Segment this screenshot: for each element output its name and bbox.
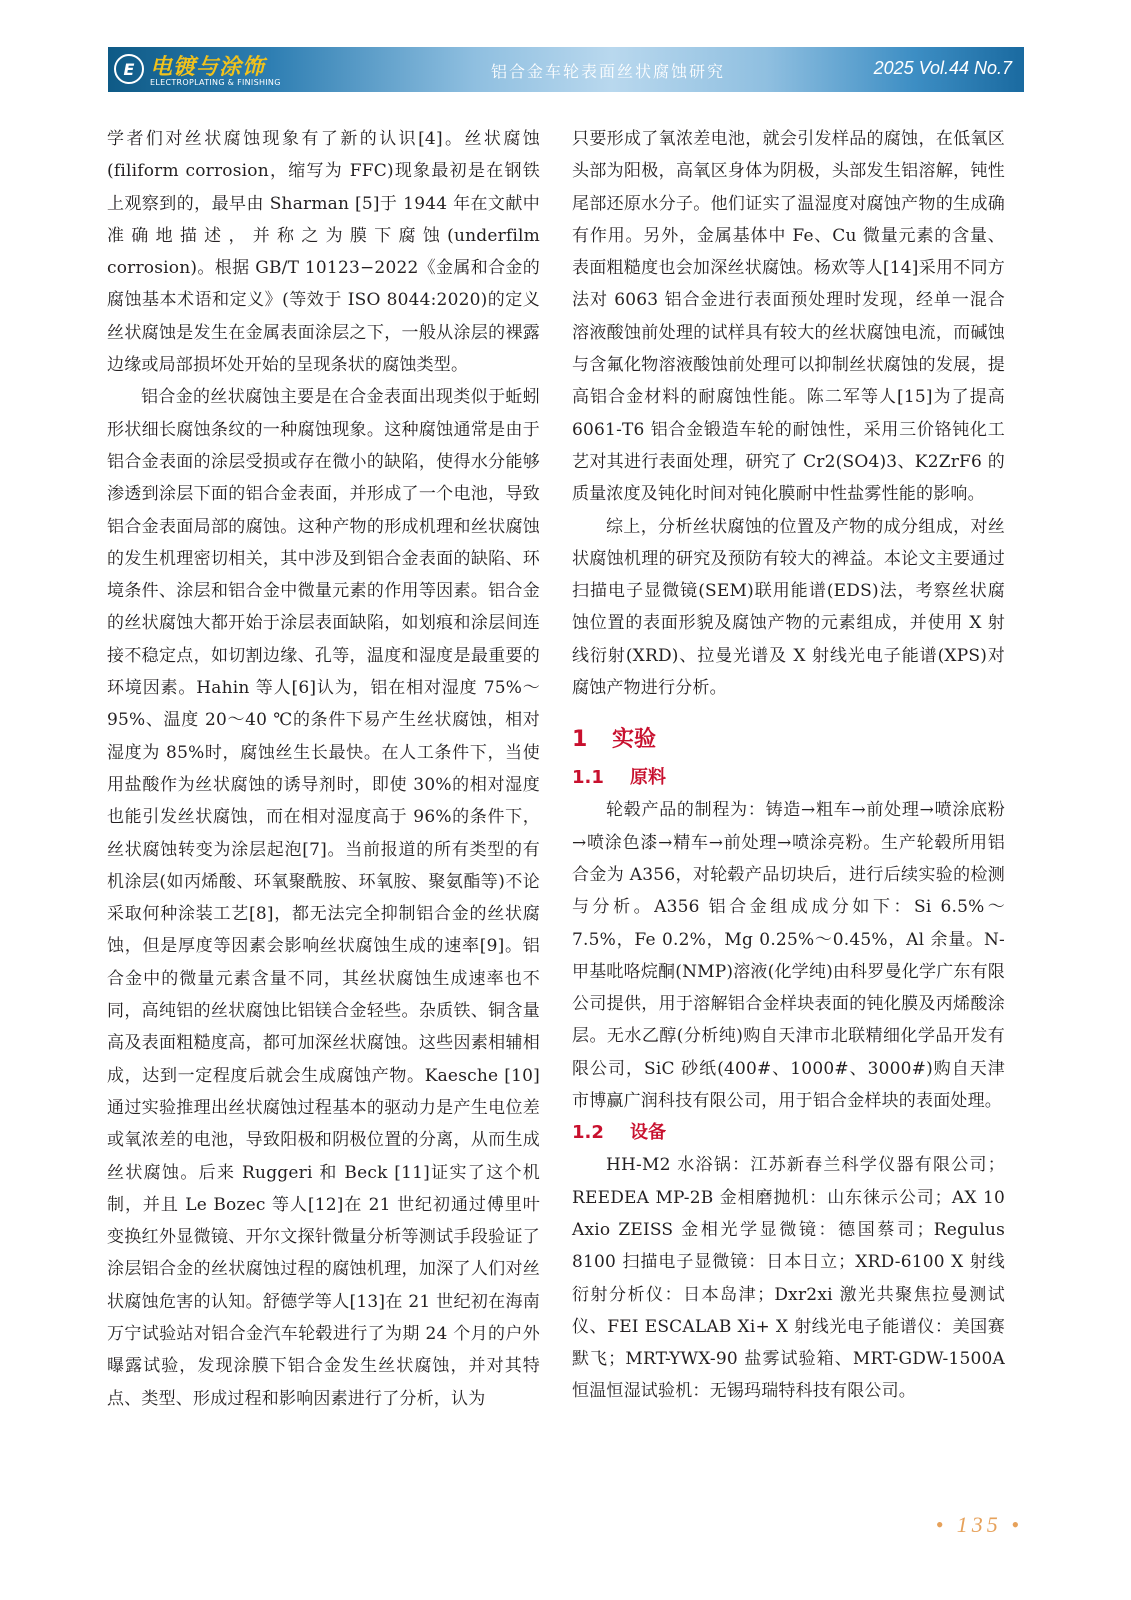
logo-mark-icon: E	[114, 54, 144, 84]
logo-chinese-name: 电镀与涂饰	[150, 55, 266, 80]
subsection-number: 1.1	[572, 767, 604, 789]
right-column	[572, 123, 1005, 1408]
running-title: 铝合金车轮表面丝状腐蚀研究	[490, 62, 725, 81]
issue-info: 2025 Vol.44 No.7	[873, 58, 1012, 78]
paragraph: HH-M2 水浴锅：江苏新春兰科学仪器有限公司；REEDEA MP-2B 金相磨抛机：山东徕示公司；AX 10 Axio ZEISS 金相光学显微镜：德国蔡司；Regulus 8100 扫描电子显微镜：日本日立；XRD-6100 X 射线衍射分析仪：日本岛津；Dxr2xi 激光共聚焦拉曼测试仪、FEI ESCALAB Xi+ X 射线光电子能谱仪：美国赛默飞；MRT-YWX-90 盐雾试验箱、MRT-GDW-1500A 恒温恒湿试验机：无锡玛瑞特科技有限公司。	[572, 1155, 1005, 1402]
subsection-heading	[572, 762, 1005, 794]
section-title: 实验	[612, 727, 657, 753]
page-header	[108, 47, 1024, 92]
subsection-heading	[572, 1117, 1005, 1149]
paragraph: 学者们对丝状腐蚀现象有了新的认识[4]。丝状腐蚀(filiform corrosion，缩写为 FFC)现象最初是在钢铁上观察到的，最早由 Sharman [5]于 1944 年在文献中准确地描述，并称之为膜下腐蚀(underfilm corrosion)。根据 GB/T 10123−2022《金属和合金的腐蚀基本术语和定义》(等效于 ISO 8044:2020)的定义丝状腐蚀是发生在金属表面涂层之下，一般从涂层的裸露边缘或局部损坏处开始的呈现条状的腐蚀类型。	[107, 129, 540, 376]
logo-english-name: ELECTROPLATING & FINISHING	[150, 78, 281, 87]
subsection-number: 1.2	[572, 1122, 604, 1144]
section-heading	[572, 724, 1005, 756]
paragraph: 铝合金的丝状腐蚀主要是在合金表面出现类似于蚯蚓形状细长腐蚀条纹的一种腐蚀现象。这种腐蚀通常是由于铝合金表面的涂层受损或存在微小的缺陷，使得水分能够渗透到涂层下面的铝合金表面，并形成了一个电池，导致铝合金表面局部的腐蚀。这种产物的形成机理和丝状腐蚀的发生机理密切相关，其中涉及到铝合金表面的缺陷、环境条件、涂层和铝合金中微量元素的作用等因素。铝合金的丝状腐蚀大都开始于涂层表面缺陷，如划痕和涂层间连接不稳定点，如切割边缘、孔等，温度和湿度是最重要的环境因素。Hahin 等人[6]认为，铝在相对湿度 75%～95%、温度 20～40 ℃的条件下易产生丝状腐蚀，相对湿度为 85%时，腐蚀丝生长最快。在人工条件下，当使用盐酸作为丝状腐蚀的诱导剂时，即使 30%的相对湿度也能引发丝状腐蚀，而在相对湿度高于 96%的条件下，丝状腐蚀转变为涂层起泡[7]。当前报道的所有类型的有机涂层(如丙烯酸、环氧聚酰胺、环氧胺、聚氨酯等)不论采取何种涂装工艺[8]，都无法完全抑制铝合金的丝状腐蚀，但是厚度等因素会影响丝状腐蚀生成的速率[9]。铝合金中的微量元素含量不同，其丝状腐蚀生成速率也不同，高纯铝的丝状腐蚀比铝镁合金轻些。杂质铁、铜含量高及表面粗糙度高，都可加深丝状腐蚀。这些因素相辅相成，达到一定程度后就会生成腐蚀产物。Kaesche [10]通过实验推理出丝状腐蚀过程基本的驱动力是产生电位差或氧浓差的电池，导致阳极和阴极位置的分离，从而生成丝状腐蚀。后来 Ruggeri 和 Beck [11]证实了这个机制，并且 Le Bozec 等人[12]在 21 世纪初通过傅里叶变换红外显微镜、开尔文探针微量分析等测试手段验证了涂层铝合金的丝状腐蚀过程的腐蚀机理，加深了人们对丝状腐蚀危害的认知。舒德学等人[13]在 21 世纪初在海南万宁试验站对铝合金汽车轮毂进行了为期 24 个月的户外曝露试验，发现涂膜下铝合金发生丝状腐蚀，并对其特点、类型、形成过程和影响因素进行了分析，认为	[107, 387, 540, 1409]
paragraph: 只要形成了氧浓差电池，就会引发样品的腐蚀，在低氧区头部为阳极，高氧区身体为阴极，头部发生铝溶解，钝性尾部还原水分子。他们证实了温湿度对腐蚀产物的生成确有作用。另外，金属基体中 Fe、Cu 微量元素的含量、表面粗糙度也会加深丝状腐蚀。杨欢等人[14]采用不同方法对 6063 铝合金进行表面预处理时发现，经单一混合溶液酸蚀前处理的试样具有较大的丝状腐蚀电流，而碱蚀与含氟化物溶液酸蚀前处理可以抑制丝状腐蚀的发展，提高铝合金材料的耐腐蚀性能。陈二军等人[15]为了提高 6061-T6 铝合金锻造车轮的耐蚀性，采用三价铬钝化工艺对其进行表面处理，研究了 Cr2(SO4)3、K2ZrF6 的质量浓度及钝化时间对钝化膜耐中性盐雾性能的影响。	[572, 129, 1005, 505]
paragraph: 轮毂产品的制程为：铸造→粗车→前处理→喷涂底粉→喷涂色漆→精车→前处理→喷涂亮粉。生产轮毂所用铝合金为 A356，对轮毂产品切块后，进行后续实验的检测与分析。A356 铝合金组成成分如下：Si 6.5%～7.5%，Fe 0.2%，Mg 0.25%～0.45%，Al 余量。N-甲基吡咯烷酮(NMP)溶液(化学纯)由科罗曼化学广东有限公司提供，用于溶解铝合金样块表面的钝化膜及丙烯酸涂层。无水乙醇(分析纯)购自天津市北联精细化学品开发有限公司，SiC 砂纸(400#、1000#、3000#)购自天津市博赢广润科技有限公司，用于铝合金样块的表面处理。	[572, 800, 1005, 1112]
paragraph: 综上，分析丝状腐蚀的位置及产物的成分组成，对丝状腐蚀机理的研究及预防有较大的裨益。本论文主要通过扫描电子显微镜(SEM)联用能谱(EDS)法，考察丝状腐蚀位置的表面形貌及腐蚀产物的元素组成，并使用 X 射线衍射(XRD)、拉曼光谱及 X 射线光电子能谱(XPS)对腐蚀产物进行分析。	[572, 516, 1005, 699]
subsection-title: 设备	[630, 1122, 666, 1144]
subsection-title: 原料	[630, 767, 666, 789]
page-number: • 135 •	[935, 1512, 1023, 1537]
left-column	[107, 123, 540, 1415]
journal-logo	[114, 52, 354, 88]
section-number: 1	[572, 727, 588, 753]
